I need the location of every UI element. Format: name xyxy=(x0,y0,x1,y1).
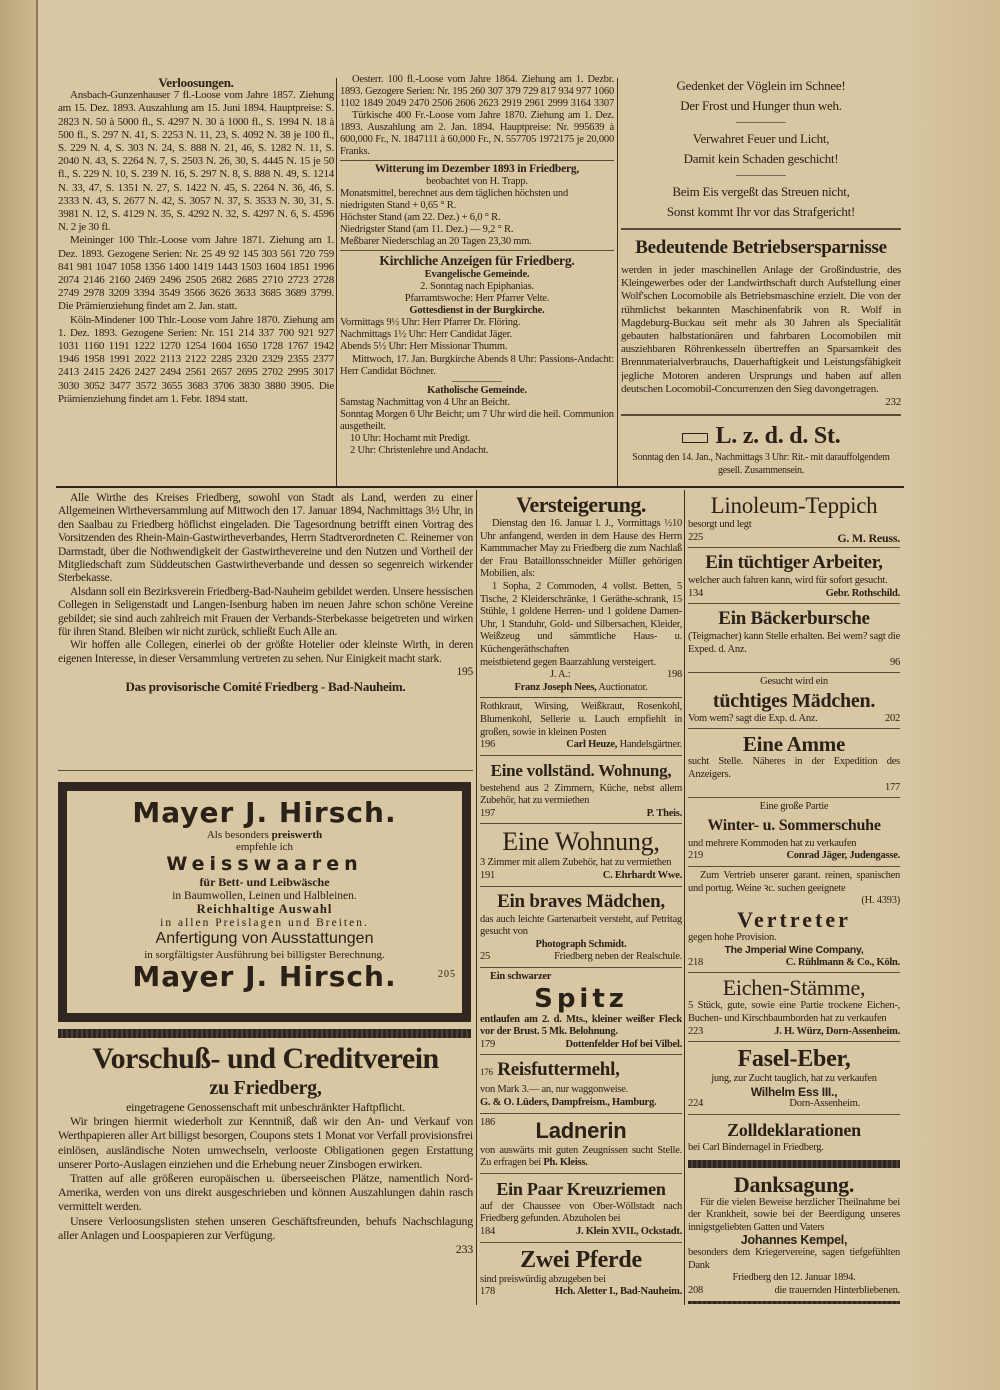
ad-number: 219 xyxy=(688,850,703,862)
ad-number: 177 xyxy=(885,781,900,793)
column-rule xyxy=(617,78,618,488)
weather-line: Monatsmittel, berechnet aus dem täglichen höchsten und niedrigsten Stand + 0,65 ° R. xyxy=(340,188,569,211)
rule xyxy=(480,755,682,756)
signature: J. Klein XVII., Ockstadt. xyxy=(575,1225,682,1237)
signature: J. H. Würz, Dorn-Assenheim. xyxy=(774,1025,900,1037)
article-vorschuss xyxy=(58,1042,473,1302)
ad-number: 197 xyxy=(480,807,495,819)
rule xyxy=(480,1113,682,1114)
rule xyxy=(340,160,614,161)
weather-line: Meßbarer Niederschlag an 20 Tagen 23,30 mm. xyxy=(340,236,532,247)
ad-text: Ein schwarzer xyxy=(490,971,552,983)
ad-number: 96 xyxy=(890,656,900,668)
ad-line: empfehle ich xyxy=(235,841,294,853)
ad-text: auf der Chaussee von Ober-Wöllstadt nach Friedberg gefunden. Abzuholen bei xyxy=(480,1200,682,1225)
ad-number: 224 xyxy=(688,1098,703,1110)
article-title: Verloosungen. xyxy=(158,76,234,90)
church-sunday: 2. Sonntag nach Epiphanias. xyxy=(420,281,534,292)
rule xyxy=(688,603,900,604)
ad-text: Vom wem? sagt die Exp. d. Anz. xyxy=(688,712,818,724)
verse-line: Damit kein Schaden geschicht! xyxy=(683,151,839,166)
decorative-bar xyxy=(58,1029,471,1038)
article-verloosungen xyxy=(58,76,334,486)
paragraph: Alsdann soll ein Bezirksverein Friedberg-Bad-Nauheim gebildet werden. Unsere hessischen Collegen in Seligenstadt und Langen-Isenburg haben im neuen Jahre schon schöne Vereine gebildet; sie sind auch zahlreich mit Frauen der Verbands-Sterbekasse beigetreten und wirken für ihren Stand. Bleiben wir nicht zurück, schließt Euch Alle an. xyxy=(58,585,473,639)
ad-number: 232 xyxy=(885,396,901,409)
ad-text: und mehrere Kommoden hat zu verkaufen xyxy=(688,837,857,849)
rule xyxy=(621,414,901,416)
ad-text: meistbietend gegen Baarzahlung versteigert. xyxy=(480,656,656,668)
rule xyxy=(736,175,786,176)
ad-reference: (H. 4393) xyxy=(861,895,900,907)
column-rule xyxy=(336,78,337,488)
ad-text: das auch leichte Gartenarbeit versteht, auf Petritag gesucht von xyxy=(480,913,682,938)
deceased-name: Johannes Kempel, xyxy=(740,1233,848,1248)
signature: Das provisorische Comité Friedberg - Bad-Nauheim. xyxy=(125,678,406,694)
ad-line: Anfertigung von Ausstattungen xyxy=(155,930,374,947)
catholic-line: 2 Uhr: Christenlehre und Andacht. xyxy=(350,445,489,456)
decorative-bar xyxy=(688,1160,900,1168)
address: Dorn-Assenheim. xyxy=(789,1098,860,1110)
ad-title: Bedeutende Betriebsersparnisse xyxy=(635,237,887,258)
ad-number: 225 xyxy=(688,531,703,543)
ad-title: Ladnerin xyxy=(535,1117,627,1143)
ad-title: Zolldeklarationen xyxy=(727,1120,861,1141)
rule xyxy=(480,886,682,887)
signature: Carl Heuze, xyxy=(566,739,618,751)
verse-line: Verwahret Feuer und Licht, xyxy=(692,131,830,146)
rule xyxy=(58,770,473,771)
column-b-ads xyxy=(480,492,682,1304)
rule xyxy=(480,1242,682,1243)
rule xyxy=(688,728,900,729)
ad-text: jung, zur Zucht tauglich, hat zu verkaufen xyxy=(711,1073,877,1085)
rule xyxy=(688,972,900,973)
service-title: Gottesdienst in der Burgkirche. xyxy=(409,305,545,316)
ad-title: Ein braves Mädchen, xyxy=(497,890,665,912)
rule xyxy=(480,1173,682,1174)
ad-text: (Teigmacher) kann Stelle erhalten. Bei wem? sagt die Exped. d. Anz. xyxy=(688,631,900,655)
signature: Franz Joseph Nees, xyxy=(514,681,597,693)
paragraph: Ansbach-Gunzenhauser 7 fl.-Loose vom Jahre 1857. Ziehung am 15. Dez. 1893. Auszahlung am 15. Juni 1894. Hauptpreise: S. 2823 N. 50 à 5000 fl., S. 4297 N. 30 à 1000 fl., S. 1994 N. 18 à 500 fl., S. 297 N. 41, S. 2253 N. 11, 23, S. 4092 N. 38 je 100 fl., S. 229 N. 4, S. 303 N. 24, S. 888 N. 21, 46, S. 1282 N. 11, S. 2040 N. 43, S. 2264 N. 7, S. 2503 N. 26, 30, S. 4445 N. 15 je 50 fl., S. 229 N. 10, S. 239 N. 16, S. 297 N. 8, S. 888 N. 49, S. 1214 N. 33, 47, S. 1351 N. 27, S. 1422 N. 45, S. 2264 N. 36, 46, S. 2333 N. 43, S. 2677 N. 42, S. 3057 N. 37, S. 3533 N. 30, 31, S. 3981 N. 12, S. 4129 N. 35, S. 4292 N. 32, S. 4297 N. 6, S. 4596 N. 2 je 30 fl. xyxy=(58,89,334,234)
ad-line: in Baumwollen, Leinen und Halbleinen. xyxy=(172,890,357,902)
paragraph: Alle Wirthe des Kreises Friedberg, sowohl von Stadt als Land, werden zu einer Allgemeinen Wirtheversammlung auf Mittwoch den 17. Januar 1894, Nachmittags 3½ Uhr, in den Saalbau zu Friedberg höflichst eingeladen. Die Tagesordnung betrifft einen Vortrag des Vorsitzenden des Rhein-Main-Gastwirtheverbandes, Herrn Stadtverordneten C. Reinemer von Darmstadt, über die Nothwendigkeit der Gastwirthevereine und den Nutzen und Vortheil der Mitgliedschaft zum Süddeutschen Gastwirtheverbande und dessen so segenreich wirkender Sterbekasse. xyxy=(58,492,473,585)
ad-title: Vertreter xyxy=(737,906,851,932)
signature: die trauernden Hinterbliebenen. xyxy=(774,1284,900,1296)
ad-title: Eine vollständ. Wohnung, xyxy=(490,760,672,780)
signature: Conrad Jäger, Judengasse. xyxy=(786,850,900,862)
signature: Hch. Aletter I., Bad-Nauheim. xyxy=(554,1286,682,1298)
service-line: Vormittags 9½ Uhr: Herr Pfarrer Dr. Flöring. xyxy=(340,317,521,328)
ad-number: 202 xyxy=(885,712,900,724)
ad-text: Dienstag den 16. Januar l. J., Vormittags ½10 Uhr anfangend, werden in dem Hause des Herrn Kammmacher May zu Friedberg die zum Nachlaß der Frau Bataillonsschneider Müller gehörigen Mobilien, als: xyxy=(480,518,682,580)
ad-number: 208 xyxy=(688,1284,703,1296)
ad-text: besonders dem Kriegervereine, sagen tiefgefühlten Dank xyxy=(688,1247,900,1271)
weather-subtitle: beobachtet von H. Trapp. xyxy=(426,176,528,187)
paragraph: Wir bringen hiermit wiederholt zur Kenntniß, daß wir den An- und Verkauf von Werthpapieren aller Art billigst besorgen, Coupons stets 1 Monat vor Verfall provisionsfrei einlösen, ausländische Noten umwechseln, verlooste Obligationen gegen Erstattung unserer Porto-Auslagen einziehen und die Erhebung neuer Zinsbogen erwirken. xyxy=(58,1114,473,1171)
ad-text: J. A.: xyxy=(550,669,571,681)
ad-number: 134 xyxy=(688,587,703,599)
ad-title: Versteigerung. xyxy=(516,492,646,517)
verse-line: Sonst kommt Ihr vor das Strafgericht! xyxy=(666,204,856,219)
paragraph: Köln-Mindener 100 Thlr.-Loose vom Jahre 1870. Ziehung am 1. Dez. 1893. Gezogene Serien: Nr. 151 214 337 700 921 927 1031 1160 1191 1222 1270 1254 1604 1650 1728 1767 1942 1946 1958 1991 2022 2113 2122 2285 2320 2329 2355 2377 2413 2415 2426 2427 2494 2561 2657 2695 2702 2995 3017 3030 3052 3477 3572 3655 3683 3706 3830 3880 3905. Die Prämienziehung findet am 1. Febr. 1894 statt. xyxy=(58,313,334,405)
rule xyxy=(452,381,502,382)
column-3 xyxy=(621,76,901,486)
ad-text: entlaufen am 2. d. Mts., kleiner weißer Fleck vor der Brust. 5 Mk. Belohnung. xyxy=(480,1013,682,1038)
rule xyxy=(480,697,682,698)
signature: C. Ehrhardt Wwe. xyxy=(602,870,682,882)
company-name: Mayer J. Hirsch. xyxy=(132,960,397,993)
ad-text: 5 Stück, gute, sowie eine Partie trockene Eichen-, Buchen- und Kirschbaumborden hat zu verkaufen xyxy=(688,1000,900,1025)
rule xyxy=(340,250,614,251)
ad-number: 196 xyxy=(480,739,495,751)
ad-line: in allen Preislagen und Breiten. xyxy=(160,917,369,929)
rule xyxy=(480,823,682,824)
ad-number: 186 xyxy=(480,1116,495,1128)
ad-title: Ein Bäckerbursche xyxy=(718,608,870,630)
church-subtitle: Evangelische Gemeinde. xyxy=(424,269,530,280)
company-name: Mayer J. Hirsch. xyxy=(132,796,397,829)
ad-number: 195 xyxy=(456,666,473,679)
ad-text: von Mark 3.— an, nur waggonweise. xyxy=(480,1084,629,1096)
article-wirthe xyxy=(58,492,473,767)
ad-text: Für die vielen Beweise herzlicher Theilnahme bei der Krankheit, sowie bei der Beerdigung unseres innigstgeliebten Gatten und Vaters xyxy=(688,1196,900,1233)
signature: Gebr. Rothschild. xyxy=(825,587,900,599)
catholic-line: 10 Uhr: Hochamt mit Predigt. xyxy=(350,433,471,444)
ad-text: 3 Zimmer mit allem Zubehör, hat zu vermiethen xyxy=(480,857,672,869)
signature: Wilhelm Ess III., xyxy=(750,1084,838,1099)
paragraph: Oesterr. 100 fl.-Loose vom Jahre 1864. Ziehung am 1. Dezbr. 1893. Gezogere Serien: Nr. 195 260 307 379 729 817 934 977 1060 1102 1849 2049 2470 2506 2606 2623 2919 2961 2999 3164 3307 xyxy=(340,74,614,109)
ad-line: Als besonders xyxy=(206,829,269,841)
signature: G. M. Reuss. xyxy=(837,530,900,545)
ad-text: bestehend aus 2 Zimmern, Küche, nebst allem Zubehör, hat zu vermiethen xyxy=(480,782,682,807)
ad-title-text: L. z. d. d. St. xyxy=(715,423,841,450)
ad-title: Ein Paar Kreuzriemen xyxy=(496,1178,666,1199)
ad-title: Zwei Pferde xyxy=(520,1246,642,1273)
ad-text: gegen hohe Provision. xyxy=(688,931,777,943)
ad-title: Danksagung. xyxy=(733,1171,855,1197)
ad-title: tüchtiges Mädchen. xyxy=(712,689,876,712)
ad-number: 25 xyxy=(480,951,490,963)
signature: C. Rühlmann & Co., Köln. xyxy=(785,956,900,968)
ad-text: Zum Vertrieb unserer garant. reinen, spanischen und portug. Weine ꝛc. suchen geeignete xyxy=(688,869,900,894)
ad-number: 233 xyxy=(455,1242,473,1257)
verse-line: Der Frost und Hunger thun weh. xyxy=(680,98,842,113)
rule xyxy=(480,1054,682,1055)
ad-mayer-hirsch xyxy=(58,782,471,1022)
rule xyxy=(688,547,900,548)
section-rule xyxy=(56,486,904,488)
ad-title: Linoleum-Teppich xyxy=(710,493,878,518)
church-week: Pfarramtswoche: Herr Pfarrer Velte. xyxy=(404,293,550,304)
address: Friedberg neben der Realschule. xyxy=(554,951,682,963)
rule xyxy=(480,967,682,968)
catholic-line: Sonntag Morgen 6 Uhr Beicht; um 7 Uhr wird die heil. Communion ausgetheilt. xyxy=(340,409,614,432)
ad-text: bei Carl Bindernagel in Friedberg. xyxy=(688,1142,824,1154)
ad-title: Spitz xyxy=(534,983,628,1014)
signature: Dottenfelder Hof bei Vilbel. xyxy=(565,1038,682,1050)
ad-text: welcher auch fahren kann, wird für sofort gesucht. xyxy=(688,575,888,587)
signature-role: Auctionator. xyxy=(598,681,648,693)
paragraph: Meininger 100 Thlr.-Loose vom Jahre 1871. Ziehung am 1. Dez. 1893. Gezogene Serien: Nr. 25 49 92 145 303 561 720 759 841 981 1047 1058 1356 1400 1419 1443 1503 1604 1851 1996 2074 2146 2160 2469 2496 2505 2682 2685 2710 2723 2728 2749 2978 3209 3394 3549 3566 3626 3633 3685 3689 3799. Die Prämienziehung findet am 2. Jan. statt. xyxy=(58,234,334,313)
column-rule xyxy=(476,490,477,1305)
signature-role: Handelsgärtner. xyxy=(619,739,682,751)
signature: Photograph Schmidt. xyxy=(535,938,627,950)
ad-text: 1 Sopha, 2 Commoden, 4 vollst. Betten, 5 Tische, 2 Kleiderschränke, 1 Geräthe-schrank, 15 Stühle, 1 goldene Herren- und 1 goldene Damen-Uhr, 1 Standuhr, Gold- und Silbersachen, Kleider, Weißzeug und sämmtliche Haus- u. Küchengeräthschaften xyxy=(480,580,682,655)
ad-number: 178 xyxy=(480,1286,495,1298)
adjacent-page-edge xyxy=(0,0,38,1390)
ad-title: Eine Wohnung, xyxy=(502,827,660,857)
article-title: Vorschuß- und Creditverein xyxy=(92,1042,439,1075)
weather-line: Niedrigster Stand (am 11. Dez.) — 9,2 ° R. xyxy=(340,224,514,235)
catholic-title: Katholische Gemeinde. xyxy=(427,385,527,396)
ad-text: besorgt und legt xyxy=(688,519,752,530)
ad-line: Weisswaaren xyxy=(166,853,363,875)
catholic-line: Samstag Nachmittag von 4 Uhr an Beicht. xyxy=(340,397,510,408)
ad-text: Eine große Partie xyxy=(759,801,829,813)
paragraph: Wir hoffen alle Collegen, einerlei ob der größte Hotelier oder kleinste Wirth, in deren eigenen Interesse, in dieser Versammlung vertreten zu sehen. Nur Einigkeit macht stark. xyxy=(58,639,473,665)
rule xyxy=(688,1041,900,1042)
ad-text: Rothkraut, Wirsing, Weißkraut, Rosenkohl, Blumenkohl, Sellerie u. Lauch empfiehlt in großen, sowie in kleinen Posten xyxy=(480,701,682,738)
ad-line: für Bett- und Leibwäsche xyxy=(199,875,330,889)
ad-number: 198 xyxy=(667,669,682,681)
ad-number: 223 xyxy=(688,1025,703,1037)
ad-number: 218 xyxy=(688,956,703,968)
ad-number: 179 xyxy=(480,1038,495,1050)
column-c-ads xyxy=(688,492,900,1304)
ad-text: sind preiswürdig abzugeben bei xyxy=(480,1273,606,1285)
ad-title: Fasel-Eber, xyxy=(737,1046,851,1073)
ad-title: Eichen-Stämme, xyxy=(722,975,866,1001)
ad-text: sucht Stelle. Näheres in der Expedition des Anzeigers. xyxy=(688,756,900,780)
ad-line: preiswerth xyxy=(271,829,323,841)
ad-title: Reisfuttermehl, xyxy=(497,1059,620,1081)
wednesday-service: Mittwoch, 17. Jan. Burgkirche Abends 8 Uhr: Passions-Andacht: Herr Candidat Böchner. xyxy=(340,354,614,377)
verse-line: Gedenket der Vöglein im Schnee! xyxy=(676,78,846,93)
ad-title: Eine Amme xyxy=(742,732,846,757)
ad-line: in sorgfältigster Ausführung bei billigster Berechnung. xyxy=(144,949,385,961)
rule xyxy=(736,122,786,123)
verse-line: Beim Eis vergeßt das Streuen nicht, xyxy=(672,184,850,199)
ad-number: 176 xyxy=(480,1067,493,1078)
article-subtitle: zu Friedberg, xyxy=(209,1077,322,1099)
signature: G. & O. Lüders, Dampfreism., Hamburg. xyxy=(480,1097,657,1108)
ad-text: Gesucht wird ein xyxy=(760,676,828,688)
ad-title: Winter- u. Sommerschuhe xyxy=(707,816,881,834)
page-margin xyxy=(905,0,1000,1390)
ad-number: 184 xyxy=(480,1225,495,1237)
paragraph: Unsere Verloosungslisten stehen unseren Geschäftsfreunden, behufs Nachschlagung aller Anlagen und Loospapieren zur Verfügung. xyxy=(58,1213,473,1242)
ad-text: Sonntag den 14. Jan., Nachmittags 3 Uhr: Rit.- mit darauffolgendem gesell. Zusammensein. xyxy=(632,452,890,477)
rule xyxy=(688,797,900,798)
rule xyxy=(688,866,900,867)
rule xyxy=(688,1114,900,1115)
decorative-bar xyxy=(688,1301,900,1304)
company-name: The Jmperial Wine Company, xyxy=(724,944,864,957)
rule xyxy=(621,228,901,230)
weather-title: Witterung im Dezember 1893 in Friedberg, xyxy=(374,163,580,175)
ad-number: 191 xyxy=(480,870,495,882)
service-line: Abends 5½ Uhr: Herr Missionar Thumm. xyxy=(340,341,508,352)
column-rule xyxy=(684,490,685,1305)
ad-number: 205 xyxy=(438,969,456,980)
signature: Ph. Kleiss. xyxy=(543,1157,588,1169)
ad-title xyxy=(621,421,901,451)
ad-title: Ein tüchtiger Arbeiter, xyxy=(705,552,883,574)
box-icon xyxy=(682,433,708,443)
service-line: Nachmittags 1½ Uhr: Herr Candidat Jäger. xyxy=(340,329,512,340)
ad-date: Friedberg den 12. Januar 1894. xyxy=(732,1272,856,1284)
column-2 xyxy=(340,74,614,484)
rule xyxy=(688,672,900,673)
signature: P. Theis. xyxy=(646,807,682,819)
weather-line: Höchster Stand (am 22. Dez.) + 6,0 ° R. xyxy=(340,212,501,223)
paragraph: Tratten auf alle größeren europäischen u. überseeischen Plätze, namentlich Nord-Amerika, werden von uns direkt ausgeschrieben und können Auszahlungen dahin rasch vermittelt werden. xyxy=(58,1171,473,1214)
church-title: Kirchliche Anzeigen für Friedberg. xyxy=(379,253,575,268)
ad-text: werden in jeder maschinellen Anlage der Großindustrie, des Kleingewerbes oder der Landwirthschaft durch Aufstellung einer Wolf'schen Locomobile als Betriebsmaschine erzielt. Die von der rühmlichst bekannten Maschinenfabrik von R. Wolf in Magdeburg-Buckau seit mehr als 30 Jahren als Specialität gebauten halbstationären und fahrbaren Locomobilen mit ausziehbaren Röhrenkesseln übertreffen an Sparsamkeit des Brennmaterialverbrauchs, Dauerhaftigkeit und Leistungsfähigkeit jegliche Motoren anderen Ursprungs und haben auf allen deutschen Locomobil-Concurrenzen den Sieg davongetragen. xyxy=(621,264,901,395)
paragraph: Türkische 400 Fr.-Loose vom Jahre 1870. Ziehung am 1. Dez. 1893. Auszahlung am 2. Jan. 1894. Hauptpreise: Nr. 995639 à 600,000 Fr., N. 1847111 à 60,000 Fr., N. 557705 1972175 je 20,000 Franks. xyxy=(340,110,614,157)
ad-line: Reichhaltige Auswahl xyxy=(196,902,333,916)
ad-text: von auswärts mit guten Zeugnissen sucht Stelle. Zu erfragen bei xyxy=(480,1144,682,1169)
article-tagline: eingetragene Genossenschaft mit unbeschränkter Haftpflicht. xyxy=(126,1100,405,1114)
